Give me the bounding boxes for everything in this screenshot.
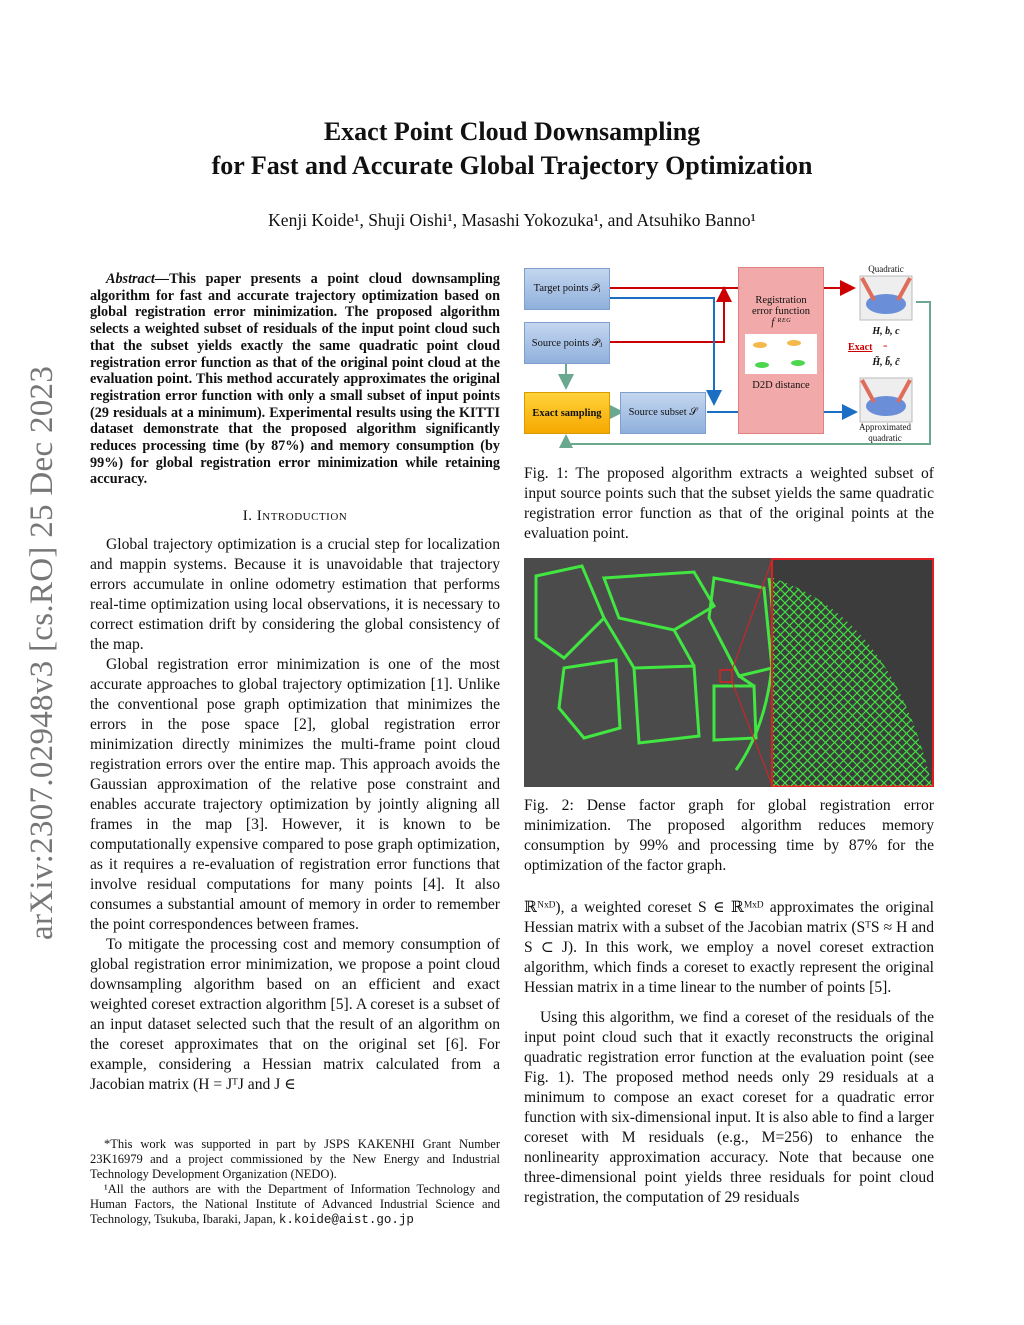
abstract-text: This paper presents a point cloud downsampling algorithm for fast and accurate trajectory optimization based on global registration error minimization. The proposed algorithm selects a weighted subset of residuals of the input point cloud such that the subset yields exactly the same quadratic point cloud registration error function as that of the original point cloud at the evaluation point. This method accurately approximates the original registration error function with only a small subset of input points (29 residuals at a minimum). Experimental results using the KITTI dataset demonstrate that the proposed algorithm significantly reduces processing time (by 87%) and memory consumption (by 99%) for global registration error minimization while retaining accuracy.	[90, 271, 500, 488]
figure-2-image	[524, 558, 934, 787]
approximated-quadratic-surface-icon	[860, 378, 912, 422]
approx-label: Approximated	[859, 422, 911, 432]
section-heading: I. Introduction	[242, 508, 348, 525]
email-link[interactable]: k.koide@aist.go.jp	[278, 1213, 414, 1227]
quadratic-surface-icon	[860, 276, 912, 320]
hbc-label: H, b, c	[872, 326, 900, 337]
paragraph: Global trajectory optimization is a crucial step for localization and mappin systems. Because it is unavoidable that trajectory errors accumulate in online odometry estimation that performs real-time optimization using local observations, it is necessary to correct estimation drift by considering the global consistency of the map.	[90, 536, 500, 654]
equals-label: =	[883, 342, 888, 351]
source-points-box: Source points 𝒫ⱼ	[524, 322, 610, 364]
registration-error-function-box	[738, 267, 824, 434]
reg-label: Registration	[755, 295, 807, 306]
authors: Kenji Koide¹, Shuji Oishi¹, Masashi Yokozuka¹, and Atsuhiko Banno¹	[268, 210, 756, 230]
reg-label: error function	[751, 306, 811, 317]
paper-title-line2: for Fast and Accurate Global Trajectory Optimization	[211, 151, 813, 180]
footnote: ¹All the authors are with the Department of Information Technology and Human Factors, the National Institute of Advanced Industrial Science and Technology, Tsukuba, Ibaraki, Japan,	[90, 1182, 500, 1226]
paragraph: Using this algorithm, we find a coreset of the residuals of the input point cloud such that it exactly reconstructs the original quadratic registration error function at the evaluation point (see Fig. 1). The proposed method needs only 29 residuals at a minimum to compose an exact coreset for a quadratic error function with six-dimensional input. It is also able to find a larger coreset with M residuals (e.g., M=256) to enhance the nonlinearity approximation accuracy. Note that because one three-dimensional point yields three residuals for point cloud registration, the computation of 29 residuals	[524, 1009, 934, 1206]
hbc-tilde-label: H̃, b̃, c̃	[872, 357, 900, 368]
figure-2-caption: Fig. 2: Dense factor graph for global registration error minimization. The proposed algorithm reduces memory consumption by 99% and processing time by 87% for the optimization of the factor graph.	[524, 797, 934, 874]
zoom-region-marker	[720, 670, 732, 682]
paragraph: ℝᴺˣᴰ), a weighted coreset S ∈ ℝᴹˣᴰ approximates the original Hessian matrix with a subset of the Jacobian matrix (SᵀS ≈ H and S ⊂ J). In this work, we employ a novel coreset extraction algorithm, which finds a coreset to exactly represent the original Hessian matrix in a time linear to the number of points [5].	[524, 899, 934, 996]
approximated-quadratic-label	[850, 422, 920, 444]
exact-sampling-box: Exact sampling	[524, 392, 610, 434]
figure-1-diagram	[524, 262, 936, 448]
d2d-illustration	[745, 334, 817, 374]
footnote: *This work was supported in part by JSPS KAKENHI Grant Number 23K16979 and a project commissioned by the New Energy and Industrial Technology Development Organization (NEDO).	[90, 1137, 500, 1181]
reg-symbol: f ᴿᴱᴳ	[771, 317, 791, 328]
zoomed-inset	[772, 559, 933, 786]
abstract-label: Abstract—	[106, 271, 170, 287]
source-subset-box: Source subset 𝒮	[620, 392, 706, 434]
d2d-label: D2D distance	[752, 380, 810, 391]
factor-graph-render	[524, 558, 934, 787]
target-points-box: Target points 𝒫ᵢ	[524, 268, 610, 310]
figure-1-caption: Fig. 1: The proposed algorithm extracts a weighted subset of input source points such that the subset yields the same quadratic registration error function as that of the original points at the evaluation point.	[524, 465, 934, 542]
paragraph: To mitigate the processing cost and memory consumption of global registration error minimization, we propose a point cloud downsampling algorithm based on an efficient and exact weighted coreset extraction algorithm [5]. A coreset is a subset of an input dataset selected such that the result of an algorithm on the coreset approximates that on the original set [6]. For example, considering a Hessian matrix calculated from a Jacobian matrix (H = JᵀJ and J ∈	[90, 936, 500, 1094]
exact-label: Exact	[848, 342, 873, 353]
quadratic-label: Quadratic	[868, 264, 904, 274]
abstract	[90, 271, 500, 488]
arxiv-identifier: arXiv:2307.02948v3 [cs.RO] 25 Dec 2023	[24, 365, 60, 940]
footnotes	[90, 1137, 500, 1228]
paragraph: Global registration error minimization is one of the most accurate approaches to global trajectory optimization [1]. Unlike the conventional pose graph optimization that minimizes the errors in the pose space [2], global registration error minimization directly minimizes the multi-frame point cloud registration errors over the entire map. This approach avoids the Gaussian approximation of the relative pose constraint and enables accurate trajectory optimization by jointly aligning all frames in the map [3]. However, it is known to be computationally expensive compared to pose graph optimization, as it requires a re-evaluation of registration error functions that involve residual computations for many points [4]. It also consumes a substantial amount of memory in order to remember the point correspondences between frames.	[90, 656, 500, 934]
trajectory-edges	[536, 566, 773, 770]
paper-title-line1: Exact Point Cloud Downsampling	[323, 117, 701, 146]
approx-label: quadratic	[868, 433, 902, 443]
